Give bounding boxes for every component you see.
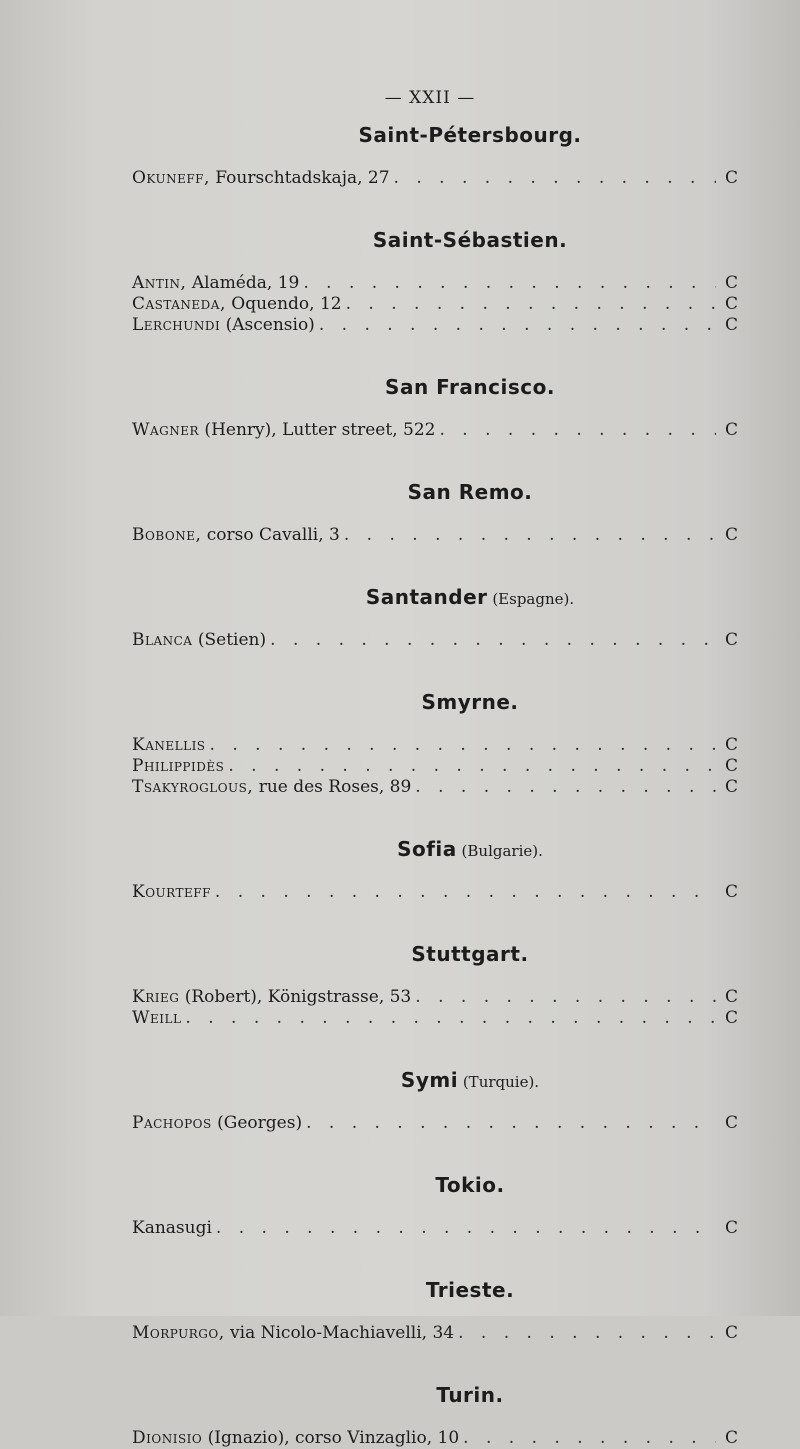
city-heading <box>132 477 738 507</box>
entry-label <box>132 987 411 1008</box>
city-heading <box>132 939 738 969</box>
entry-surname: Weill <box>132 1008 182 1028</box>
directory-entry <box>132 315 738 336</box>
entry-address: via Nicolo-Machiavelli, 34 <box>224 1323 455 1343</box>
city-heading <box>132 1275 738 1305</box>
city-heading <box>132 372 738 402</box>
city-section <box>132 1065 738 1170</box>
entry-label <box>132 630 266 651</box>
city-name: Sofia <box>397 837 457 861</box>
entry-code: C <box>724 630 738 650</box>
dot-leader <box>303 273 716 294</box>
entry-address: (Ignazio), corso Vinzaglio, 10 <box>202 1428 460 1448</box>
entry-label <box>132 525 340 546</box>
city-name: Santander <box>365 585 488 609</box>
entry-address: Kanasugi <box>132 1218 212 1238</box>
entry-surname: Krieg <box>132 987 180 1007</box>
directory-entry <box>132 525 738 546</box>
entry-label <box>132 1008 181 1029</box>
city-name: Saint-Pétersbourg. <box>358 123 582 147</box>
city-name: Turin. <box>436 1383 504 1407</box>
directory-entry <box>132 777 738 798</box>
entry-label <box>132 777 411 798</box>
entry-address: rue des Roses, 89 <box>253 777 412 797</box>
city-note: (Turquie). <box>458 1073 540 1091</box>
entry-label <box>132 273 299 294</box>
entry-address: (Henry), Lutter street, 522 <box>199 420 436 440</box>
city-section <box>132 1170 738 1275</box>
entry-code: C <box>724 987 738 1007</box>
entry-code: C <box>724 735 738 755</box>
dot-leader <box>415 777 716 798</box>
entry-address: corso Cavalli, 3 <box>201 525 340 545</box>
dot-leader <box>215 882 716 903</box>
entry-code: C <box>724 294 738 314</box>
page-number: — XXII — <box>384 88 476 108</box>
entry-code: C <box>724 315 738 335</box>
entry-surname: Kourteff <box>132 882 211 902</box>
entry-label <box>132 1218 212 1239</box>
city-heading <box>132 1065 738 1095</box>
entry-code: C <box>724 882 738 902</box>
directory-entry <box>132 630 738 651</box>
entry-label <box>132 315 315 336</box>
directory-entry <box>132 1218 738 1239</box>
city-name: Tokio. <box>435 1173 505 1197</box>
city-note: (Espagne). <box>487 590 575 608</box>
entry-code: C <box>724 777 738 797</box>
entry-surname: Morpurgo, <box>132 1323 225 1343</box>
directory-entry <box>132 294 738 315</box>
entry-surname: Tsakyroglous, <box>132 777 254 797</box>
dot-leader <box>394 168 716 189</box>
city-name: Symi <box>400 1068 459 1092</box>
entry-surname: Kanellis <box>132 735 206 755</box>
city-section <box>132 225 738 372</box>
city-name: Saint-Sébastien. <box>372 228 568 252</box>
entry-surname: Pachopos <box>132 1113 212 1133</box>
dot-leader <box>216 1218 716 1239</box>
entry-address: Fourschtadskaja, 27 <box>209 168 390 188</box>
entry-code: C <box>724 756 738 776</box>
dot-leader <box>210 735 716 756</box>
dot-leader <box>439 420 716 441</box>
entry-label <box>132 168 390 189</box>
dot-leader <box>270 630 716 651</box>
city-section <box>132 120 738 225</box>
city-section <box>132 834 738 939</box>
city-section <box>132 687 738 834</box>
city-heading <box>132 120 738 150</box>
city-heading <box>132 687 738 717</box>
city-heading <box>132 834 738 864</box>
entry-address: (Robert), Königstrasse, 53 <box>179 987 412 1007</box>
dot-leader <box>458 1323 716 1344</box>
entry-label <box>132 1428 459 1449</box>
entry-surname: Castaneda, <box>132 294 226 314</box>
entry-code: C <box>724 1218 738 1238</box>
directory-entry <box>132 1323 738 1344</box>
entry-surname: Wagner <box>132 420 200 440</box>
entry-surname: Bobone, <box>132 525 202 545</box>
entry-surname: Dionisio <box>132 1428 203 1448</box>
city-note: (Bulgarie). <box>456 842 543 860</box>
entry-code: C <box>724 525 738 545</box>
dot-leader <box>228 756 716 777</box>
entry-label <box>132 735 206 756</box>
city-section <box>132 939 738 1065</box>
city-section <box>132 582 738 687</box>
city-name: San Francisco. <box>385 375 555 399</box>
directory-entry <box>132 1008 738 1029</box>
dot-leader <box>319 315 716 336</box>
dot-leader <box>306 1113 716 1134</box>
entry-label <box>132 1323 454 1344</box>
city-section <box>132 477 738 582</box>
entry-label <box>132 756 224 777</box>
city-heading <box>132 225 738 255</box>
directory-entry <box>132 987 738 1008</box>
directory-listing <box>132 120 738 1449</box>
city-section <box>132 1275 738 1380</box>
city-name: San Remo. <box>407 480 533 504</box>
city-heading <box>132 1170 738 1200</box>
entry-address: (Georges) <box>211 1113 303 1133</box>
directory-entry <box>132 168 738 189</box>
entry-code: C <box>724 273 738 293</box>
directory-entry <box>132 882 738 903</box>
directory-entry <box>132 420 738 441</box>
entry-surname: Blanca <box>132 630 193 650</box>
entry-code: C <box>724 1008 738 1028</box>
entry-address: Alaméda, 19 <box>186 273 300 293</box>
entry-label <box>132 882 211 903</box>
city-name: Trieste. <box>425 1278 515 1302</box>
dot-leader <box>185 1008 716 1029</box>
entry-surname: Philippidès <box>132 756 225 776</box>
dot-leader <box>346 294 716 315</box>
entry-code: C <box>724 168 738 188</box>
entry-label <box>132 420 435 441</box>
entry-surname: Okuneff, <box>132 168 210 188</box>
entry-address: Oquendo, 12 <box>225 294 342 314</box>
directory-entry <box>132 1428 738 1449</box>
entry-code: C <box>724 420 738 440</box>
dot-leader <box>463 1428 716 1449</box>
directory-entry <box>132 756 738 777</box>
entry-code: C <box>724 1323 738 1343</box>
entry-label <box>132 1113 302 1134</box>
city-heading <box>132 582 738 612</box>
directory-entry <box>132 735 738 756</box>
entry-code: C <box>724 1113 738 1133</box>
city-section <box>132 1380 738 1449</box>
directory-entry <box>132 273 738 294</box>
dot-leader <box>415 987 716 1008</box>
entry-surname: Lerchundi <box>132 315 221 335</box>
dot-leader <box>344 525 716 546</box>
entry-label <box>132 294 342 315</box>
entry-code: C <box>724 1428 738 1448</box>
city-name: Stuttgart. <box>411 942 529 966</box>
directory-entry <box>132 1113 738 1134</box>
city-name: Smyrne. <box>421 690 519 714</box>
entry-address: (Setien) <box>192 630 267 650</box>
city-heading <box>132 1380 738 1410</box>
city-section <box>132 372 738 477</box>
entry-surname: Antin, <box>132 273 187 293</box>
entry-address: (Ascensio) <box>220 315 315 335</box>
